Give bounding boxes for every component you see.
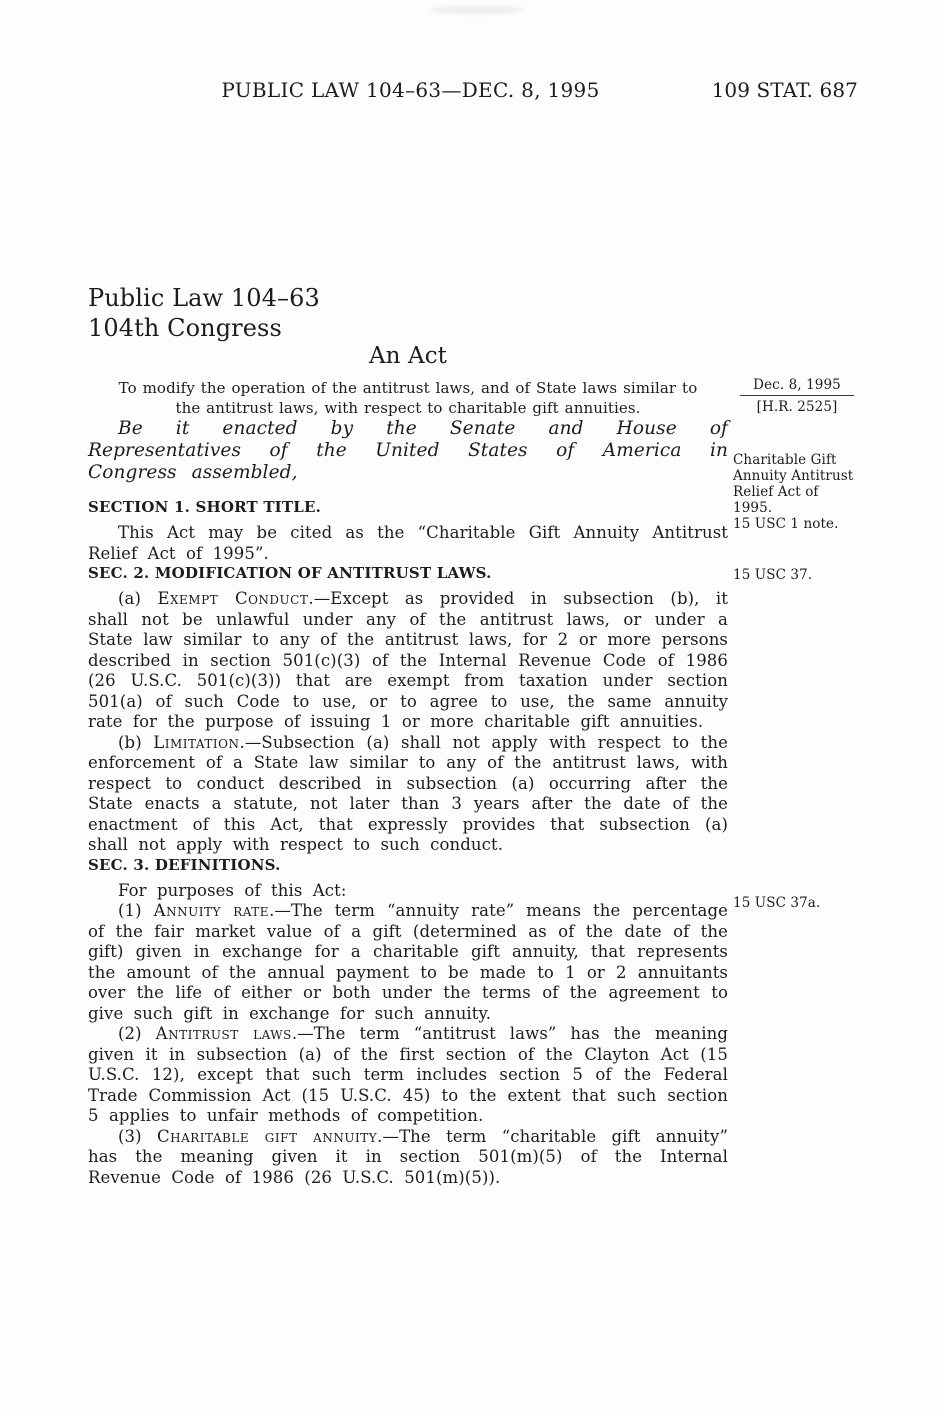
section3-heading: SEC. 3. DEFINITIONS. — [88, 855, 281, 874]
enacting-clause: Be it enacted by the Senate and House of Representatives of the United States of America in Congress assembled, — [88, 418, 728, 483]
paragraph-a-label: (a) — [118, 589, 158, 608]
paragraph-a-text: .—Except as provided in subsection (b), it shall not be unlawful under any of the antitrust laws, or under a State law similar to any of the antitrust laws, for 2 or more persons described in section 501(c)(3) of the Internal Revenue Code of 1986 (26 U.S.C. 501(c)(3)) that are exempt from taxation under section 501(a) of such Code to use, or to agree to use, the same annuity rate for the purpose of issuing 1 or more charitable gift annuities. — [88, 589, 729, 731]
margin-note-usc-1-note: 15 USC 1 note. — [733, 516, 839, 532]
definition-3-term: Charitable gift annuity — [157, 1126, 378, 1146]
definitions-intro: For purposes of this Act: — [118, 880, 347, 900]
margin-note-short-title-text: Charitable Gift Annuity Antitrust Relief Act of 1995. — [733, 452, 854, 516]
definition-1-term: Annuity rate — [153, 901, 270, 920]
paragraph-a-term: Exempt Conduct — [157, 589, 309, 608]
congress-title: 104th Congress — [88, 314, 282, 342]
definition-3-label: (3) — [118, 1126, 157, 1146]
definition-1-label: (1) — [118, 901, 154, 920]
margin-note-bill-number: [H.R. 2525] — [756, 399, 838, 415]
section1-body: This Act may be cited as the “Charitable Gift Annuity Antitrust Relief Act of 1995”. — [88, 523, 728, 563]
definition-item-charitable-gift-annuity — [88, 1127, 728, 1189]
definition-3-text: .—The term “charitable gift annuity” has the meaning given it in section 501(m)(5) of the Internal Revenue Code of 1986 (26 U.S.C. 501(m)(5)). — [88, 1126, 728, 1187]
law-number-title: Public Law 104–63 — [88, 284, 320, 312]
margin-note-usc-37: 15 USC 37. — [733, 567, 813, 583]
running-header-law-line: PUBLIC LAW 104–63—DEC. 8, 1995 — [221, 78, 600, 102]
definition-2-text: .—The term “antitrust laws” has the meaning given it in subsection (a) of the first section of the Clayton Act (15 U.S.C. 12), except that such term includes section 5 of the Federal Trade Commission Act (15 U.S.C. 45) to the extent that such section 5 applies to unfair methods of competition. — [88, 1024, 728, 1125]
definition-item-antitrust-laws — [88, 1024, 728, 1127]
running-header — [88, 78, 858, 104]
main-column — [88, 283, 728, 1188]
section2-paragraph-a — [88, 589, 728, 733]
running-header-stat-number: 109 STAT. 687 — [711, 78, 858, 102]
margin-note-date: Dec. 8, 1995 — [740, 377, 854, 396]
margin-note-usc-37a: 15 USC 37a. — [733, 895, 821, 911]
section1-heading: SECTION 1. SHORT TITLE. — [88, 498, 322, 516]
definition-2-label: (2) — [118, 1024, 156, 1043]
paragraph-b-text: .—Subsection (a) shall not apply with respect to the enforcement of a State law similar to any of the antitrust laws, with respect to conduct described in subsection (a) occurring after the State enacts a statute, not later than 3 years after the date of the enactment of this Act, that expressly provides that subsection (a) shall not apply with respect to such conduct. — [88, 732, 728, 854]
paragraph-b-label: (b) — [118, 732, 154, 752]
purpose-headnote: To modify the operation of the antitrust laws, and of State laws similar to the antitrust laws, with respect to charitable gift annuities. — [118, 379, 698, 417]
margin-note-short-title — [733, 452, 855, 532]
act-heading: An Act — [368, 343, 448, 369]
section2-paragraph-b — [88, 733, 728, 856]
definition-1-text: .—The term “annuity rate” means the percentage of the fair market value of a gift (determined as of the date of the gift) given in exchange for a charitable gift annuity, that represents the amount of the annual payment to be made to 1 or 2 annuitants over the life of either or both under the terms of the agreement to give such gift in exchange for such annuity. — [88, 901, 728, 1023]
scan-artifact — [430, 6, 525, 14]
paragraph-b-term: Limitation — [153, 732, 240, 752]
definition-2-term: Antitrust laws — [155, 1024, 292, 1043]
margin-note-date-and-bill — [740, 377, 854, 415]
definition-item-annuity-rate — [88, 901, 728, 1024]
section2-heading: SEC. 2. MODIFICATION OF ANTITRUST LAWS. — [88, 564, 492, 582]
